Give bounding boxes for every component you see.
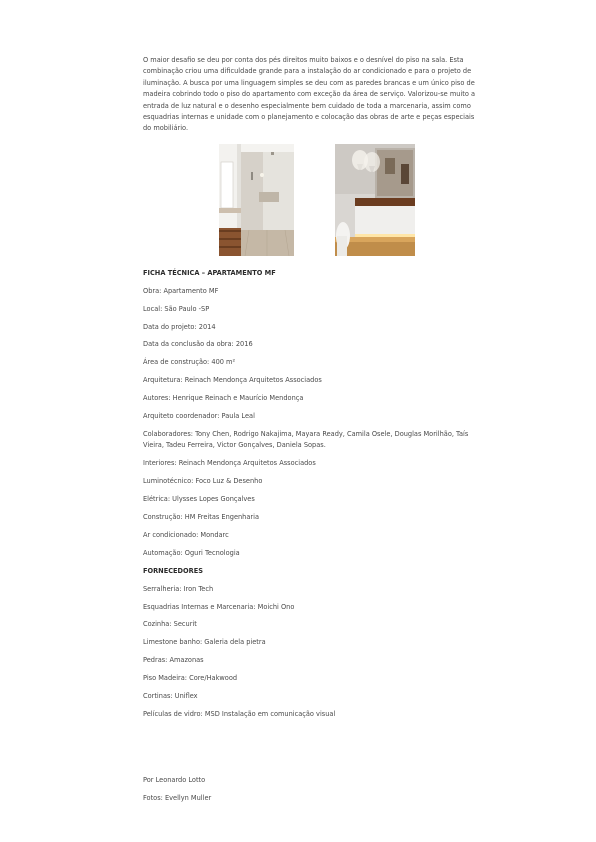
fornecedor-item: Esquadrias Internas e Marcenaria: Moichi Ono (143, 602, 295, 611)
ficha-item: Área de construção: 400 m² (143, 358, 236, 367)
ficha-item: Interiores: Reinach Mendonça Arquitetos Associados (143, 459, 316, 468)
photo-row (143, 144, 483, 268)
fornecedor-item: Pedras: Amazonas (143, 656, 204, 665)
ficha-item: Arquitetura: Reinach Mendonça Arquitetos Associados (143, 376, 322, 385)
ficha-item: Obra: Apartamento MF (143, 286, 219, 295)
fornecedor-item: Cortinas: Uniflex (143, 692, 198, 701)
ficha-item: Luminotécnico: Foco Luz & Desenho (143, 477, 263, 486)
ficha-heading: FICHA TÉCNICA – APARTAMENTO MF (143, 268, 276, 277)
ficha-item: Autores: Henrique Reinach e Maurício Mendonça (143, 394, 304, 403)
fornecedor-item: Limestone banho: Galeria dela pietra (143, 638, 266, 647)
fornecedor-item: Cozinha: Securit (143, 620, 197, 629)
bathroom-vanity-photo (335, 144, 415, 256)
fornecedor-item: Películas de vidro: MSD Instalação em comunicação visual (143, 710, 336, 718)
ficha-item: Automação: Oguri Tecnologia (143, 548, 240, 557)
fornecedores-heading: FORNECEDORES (143, 566, 203, 575)
ficha-item: Arquiteto coordenador: Paula Leal (143, 412, 255, 421)
article-credits (143, 775, 483, 804)
ficha-item: Data da conclusão da obra: 2016 (143, 340, 253, 349)
ficha-item: Construção: HM Freitas Engenharia (143, 513, 259, 522)
bathroom-shower-photo (219, 144, 294, 256)
photo-credit: Fotos: Evellyn Muller (143, 793, 212, 802)
ficha-item: Ar condicionado: Mondarc (143, 530, 229, 539)
ficha-item: Data do projeto: 2014 (143, 322, 216, 331)
ficha-item: Colaboradores: Tony Chen, Rodrigo Nakajima, Mayara Ready, Camila Osele, Douglas Morilhão, Taís Vieira, Tadeu Ferreira, Victor Gonçalves, Daniela Sopas. (143, 430, 469, 450)
fornecedor-item: Piso Madeira: Core/Hakwood (143, 674, 238, 683)
ficha-item: Local: São Paulo -SP (143, 304, 210, 313)
article-content (143, 55, 483, 720)
intro-paragraph: O maior desafio se deu por conta dos pés direitos muito baixos e o desnível do piso na sala. Esta combinação criou uma dificuldade grande para a instalação do ar condicionado e para o projeto de iluminação. A busca por uma linguagem simples se deu com as paredes brancas e um único piso de madeira cobrindo todo o piso do apartamento com exceção da área de serviço. Valorizou-se muito a entrada de luz natural e o desenho especialmente bem cuidado de toda a marcenaria, assim como esquadrias internas e unidade com o planejamento e colocação das obras de arte e peças especiais do mobiliário. (143, 56, 476, 133)
fornecedor-item: Serralheria: Iron Tech (143, 584, 214, 593)
ficha-item: Elétrica: Ulysses Lopes Gonçalves (143, 495, 255, 504)
author-credit: Por Leonardo Lotto (143, 776, 206, 784)
